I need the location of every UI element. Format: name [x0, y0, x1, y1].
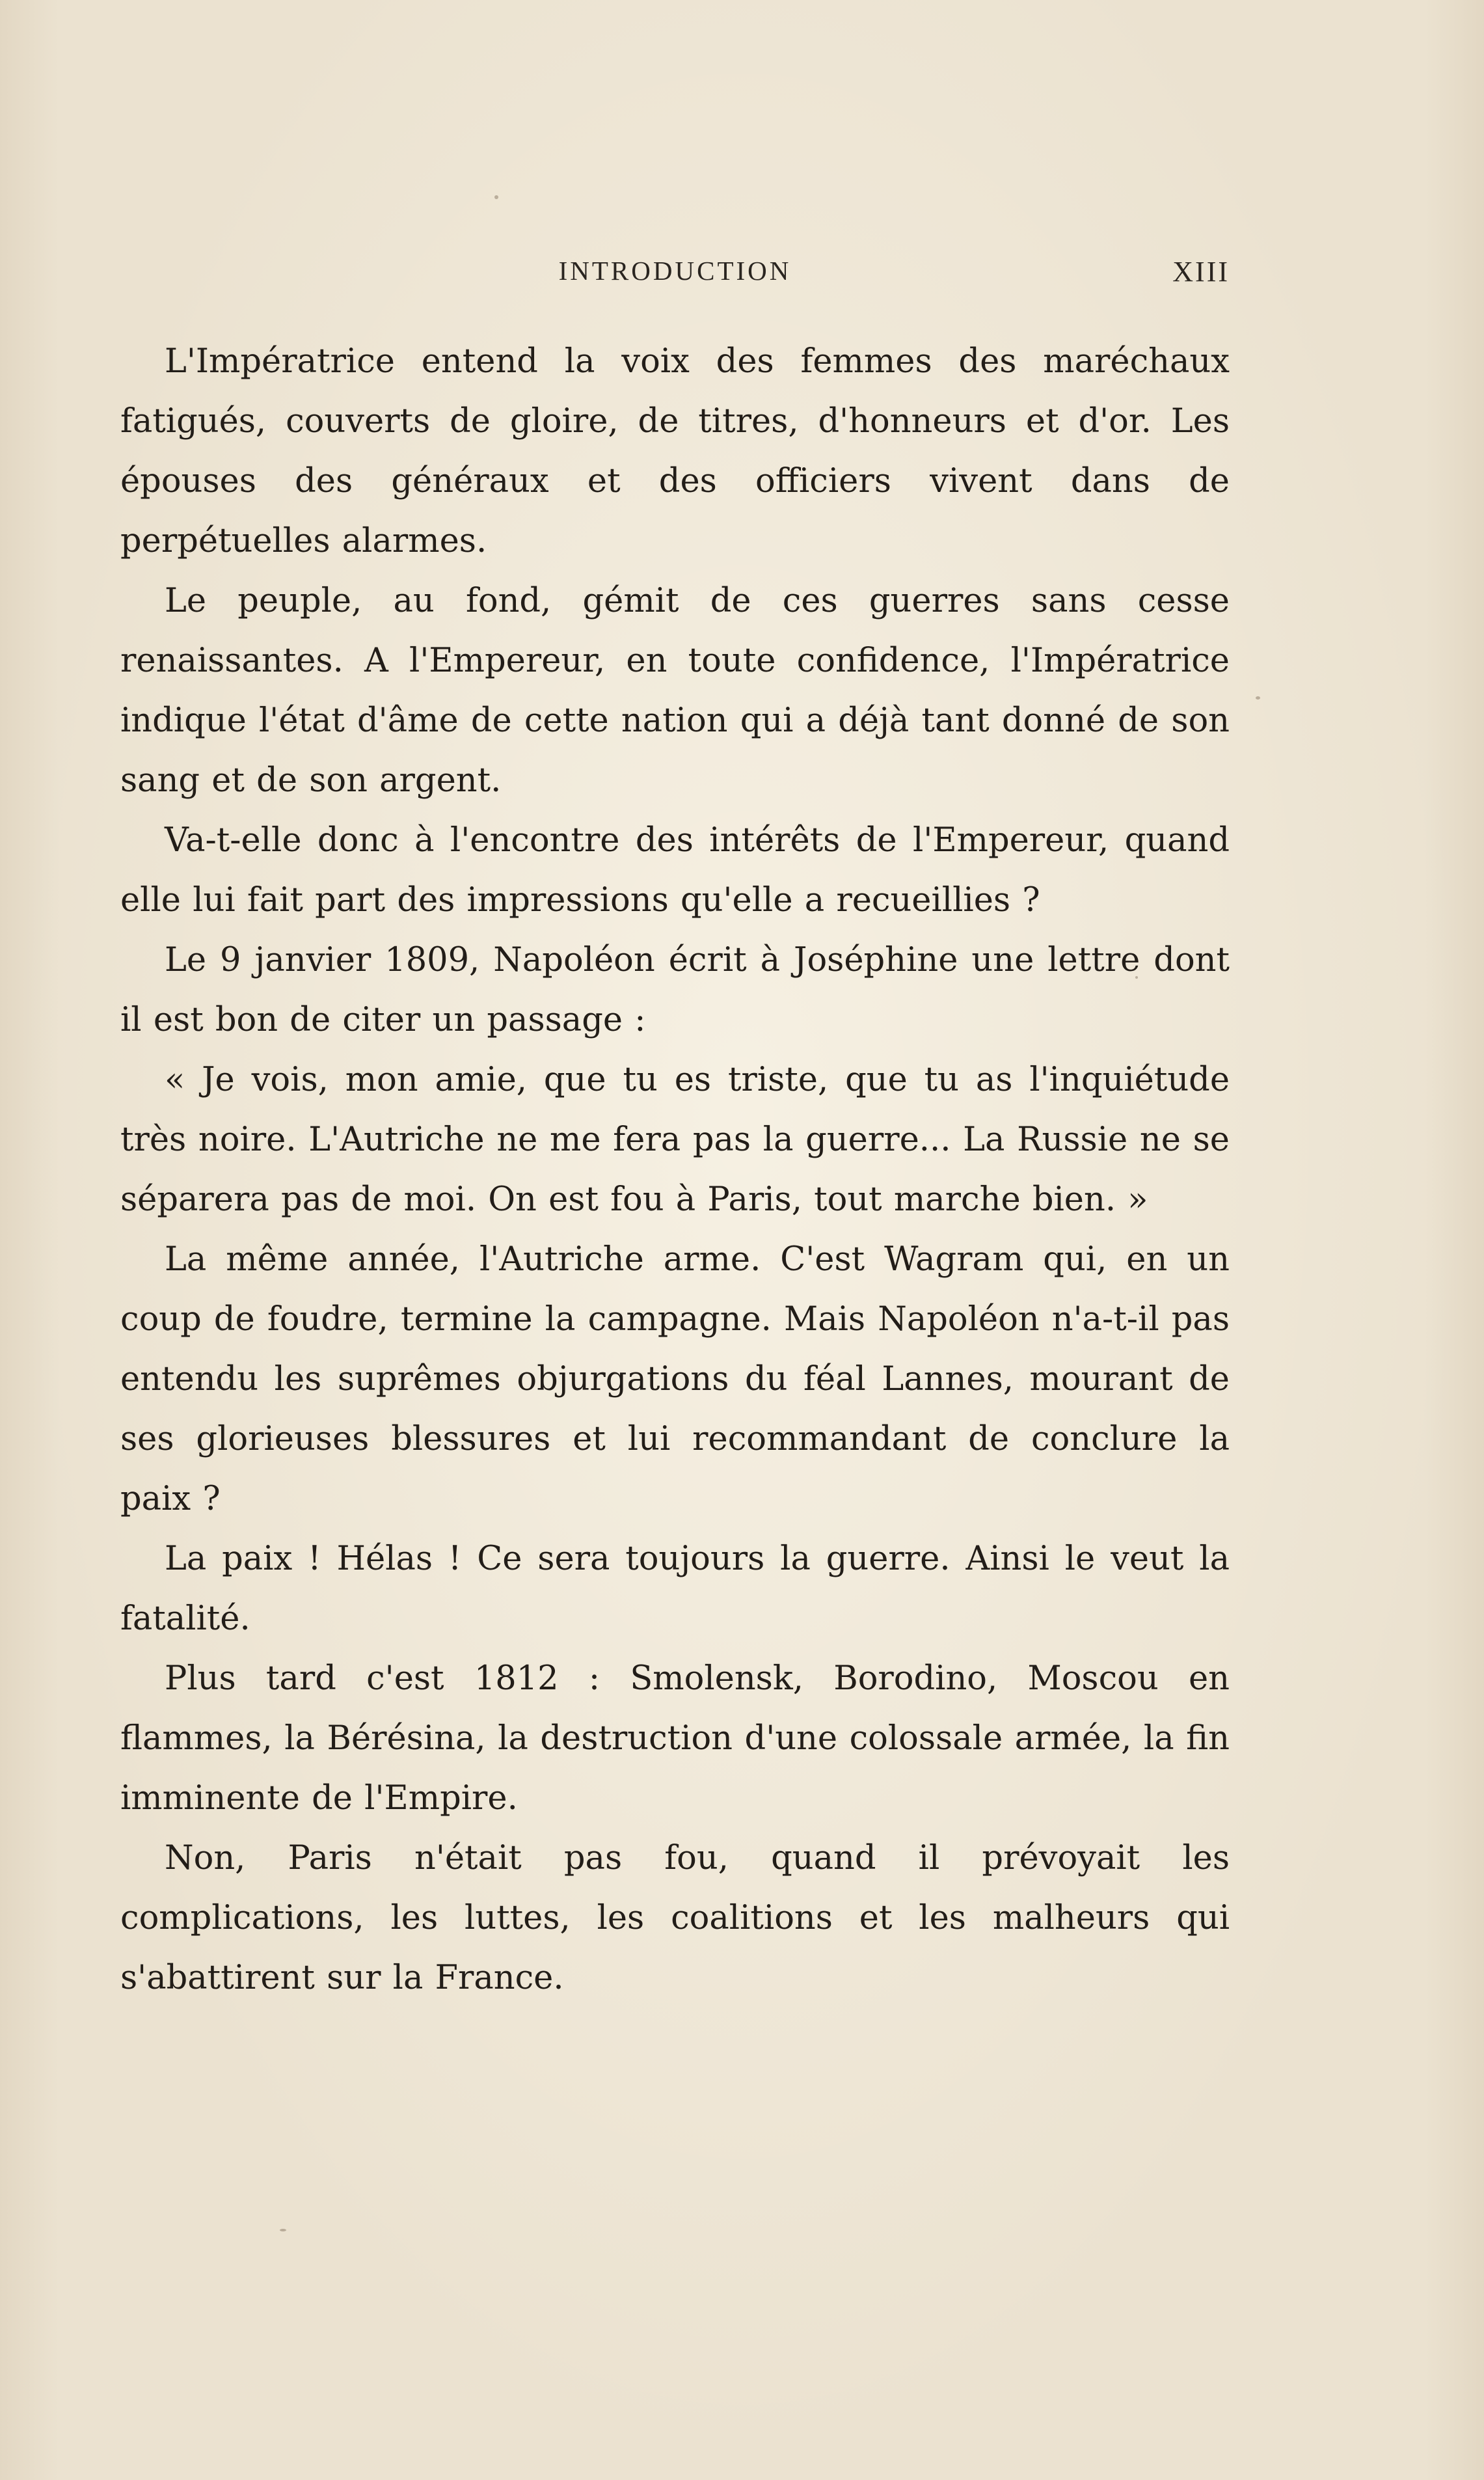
paper-speck	[1135, 976, 1138, 979]
paper-speck	[494, 195, 498, 199]
paragraph: Non, Paris n'était pas fou, quand il prévoyait les complications, les luttes, les coalitions et les malheurs qui s'abattirent sur la France.	[120, 1839, 1230, 1997]
paragraph: La paix ! Hélas ! Ce sera toujours la guerre. Ainsi le veut la fatalité.	[120, 1540, 1230, 1638]
paragraph: Va-t-elle donc à l'encontre des intérêts de l'Empereur, quand elle lui fait part des impressions qu'elle a recueillies ?	[120, 821, 1230, 920]
paragraph: Le 9 janvier 1809, Napoléon écrit à Joséphine une lettre dont il est bon de citer un passage :	[120, 941, 1230, 1039]
paragraph: L'Impératrice entend la voix des femmes des maréchaux fatigués, couverts de gloire, de titres, d'honneurs et d'or. Les épouses des généraux et des officiers vivent dans de perpétuelles alarmes.	[120, 342, 1230, 560]
paper-speck	[1005, 1913, 1008, 1916]
paragraph: Le peuple, au fond, gémit de ces guerres sans cesse renaissantes. A l'Empereur, en toute confidence, l'Impératrice indique l'état d'âme de cette nation qui a déjà tant donné de son sang et de son argent.	[120, 582, 1230, 800]
running-head	[120, 255, 1230, 294]
paragraph: Plus tard c'est 1812 : Smolensk, Borodino, Moscou en flammes, la Bérésina, la destruction d'une colossale armée, la fin imminente de l'Empire.	[120, 1659, 1230, 1818]
page-number: XIII	[1172, 256, 1230, 288]
paper-speck	[280, 2229, 286, 2231]
quotation-paragraph: « Je vois, mon amie, que tu es triste, que tu as l'inquiétude très noire. L'Autriche ne me fera pas la guerre... La Russie ne se séparera pas de moi. On est fou à Paris, tout marche bien. »	[120, 1061, 1230, 1219]
body-text	[120, 332, 1230, 2008]
running-title: INTRODUCTION	[558, 256, 792, 286]
paper-speck	[1256, 696, 1260, 700]
paragraph: La même année, l'Autriche arme. C'est Wagram qui, en un coup de foudre, termine la campagne. Mais Napoléon n'a-t-il pas entendu les suprêmes objurgations du féal Lannes, mourant de ses glorieuses blessures et lui recommandant de conclure la paix ?	[120, 1240, 1230, 1518]
